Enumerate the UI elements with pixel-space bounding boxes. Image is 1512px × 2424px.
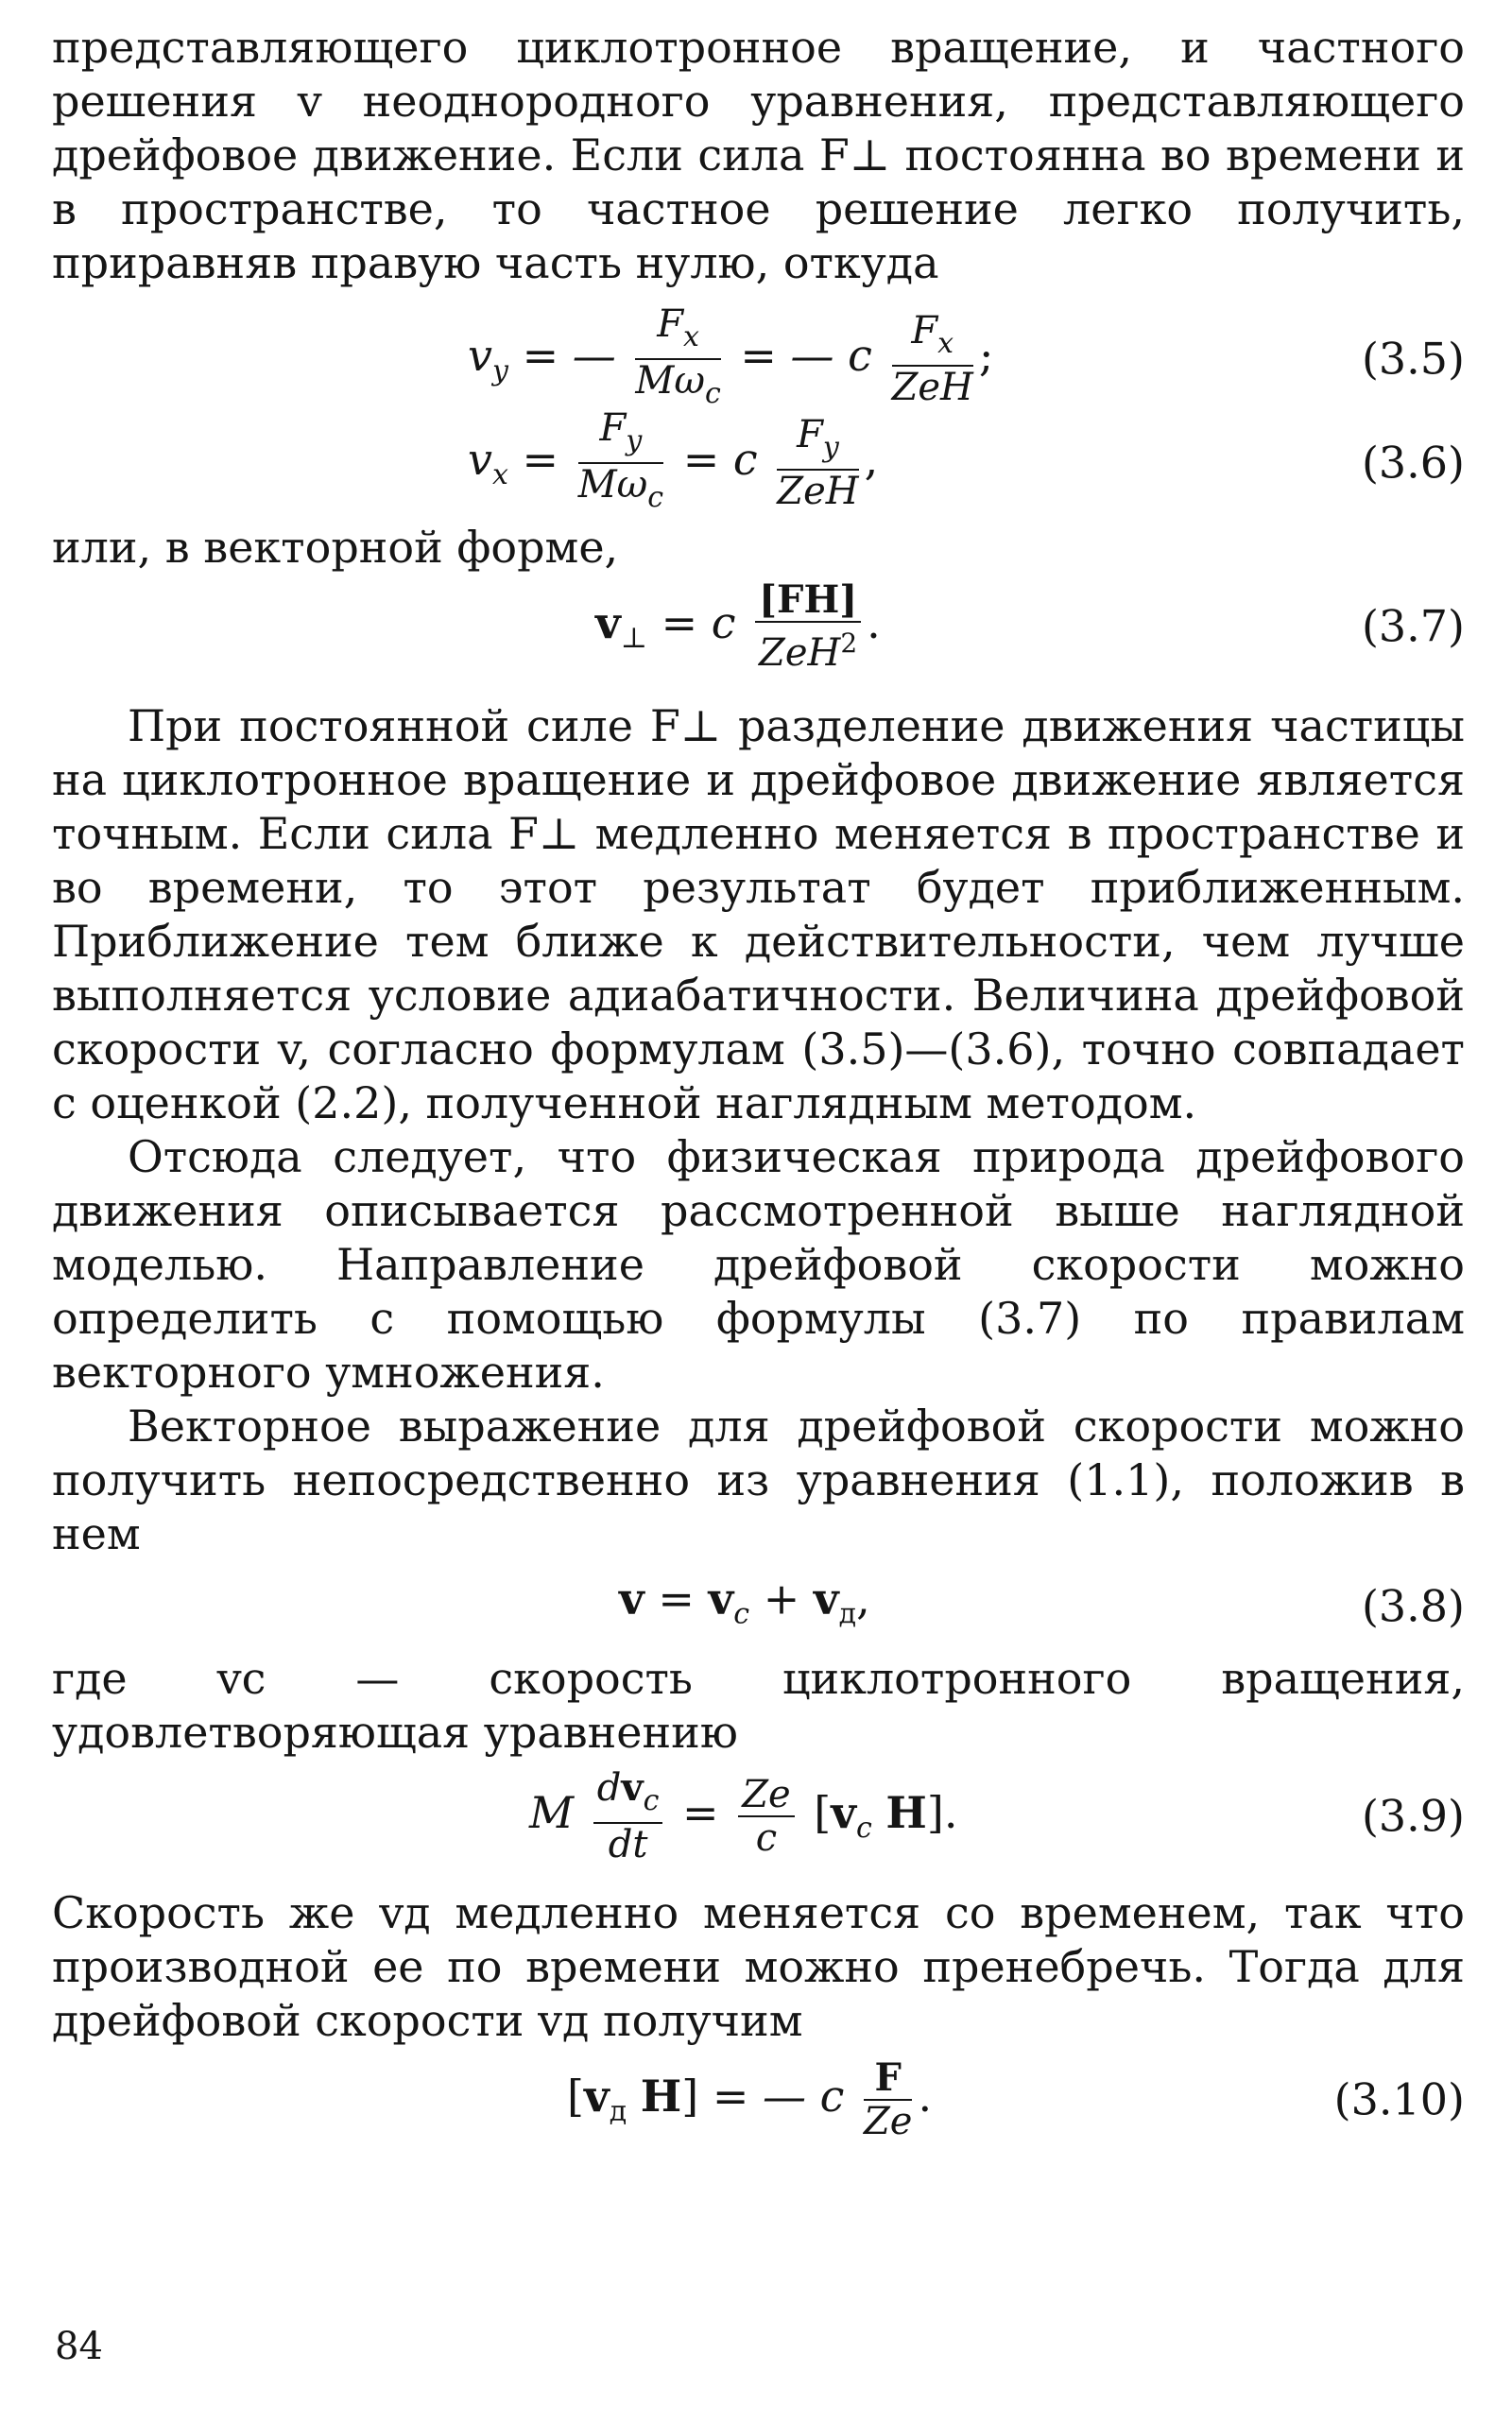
equation-3-7 xyxy=(52,575,1465,679)
equation-3-8-body: $v = v_c + v_д$, xyxy=(619,1573,870,1631)
equation-3-6 xyxy=(52,406,1465,515)
paragraph-6: где vc — скорость циклотронного вращения, удовлетворяющая уравнению xyxy=(52,1653,1465,1758)
equation-3-5-body: $v_y$ = — $\frac{F_x}{M\omega_c}$ = — c $\frac{F_x}{\text{ZeH}}$ ; xyxy=(468,302,994,410)
equation-number: (3.7) xyxy=(1361,600,1465,652)
equation-number: (3.5) xyxy=(1361,333,1465,385)
equation-number: (3.8) xyxy=(1361,1580,1465,1632)
equation-number: (3.10) xyxy=(1333,2073,1465,2125)
page-body xyxy=(52,21,1465,2152)
equation-3-10-body: [$v_д$ H] = — c $\frac{F}{Ze}$ . xyxy=(567,2055,933,2143)
equation-3-7-body: $v_\perp = c$ $\frac{[FH]}{ZeH^2}$ . xyxy=(595,577,881,675)
equation-3-9-body: M $\frac{dv_c}{dt}$ = $\frac{Ze}{c}$ [$v_c$ H]. xyxy=(529,1765,958,1866)
paragraph-7: Скорость же vд медленно меняется со временем, так что производной ее по времени можно пренебречь. Тогда для дрейфовой скорости vд получим xyxy=(52,1887,1465,2046)
equation-3-5 xyxy=(52,302,1465,411)
equation-3-8 xyxy=(52,1561,1465,1652)
equation-3-6-body: $v_x$ = $\frac{F_y}{M\omega_c}$ = c $\frac{F_y}{\text{ZeH}}$ , xyxy=(468,406,879,514)
equation-3-10 xyxy=(52,2048,1465,2152)
page-number: 84 xyxy=(55,2325,103,2368)
paragraph-3: При постоянной силе F⊥ разделение движения частицы на циклотронное вращение и дрейфовое движение является точным. Если сила F⊥ медленно меняется в пространстве и во времени, то этот результат будет приближенным. Приближение тем ближе к действительности, чем лучше выполняется условие адиабатичности. Величина дрейфовой скорости v, согласно формулам (3.5)—(3.6), точно совпадает с оценкой (2.2), полученной наглядным методом. xyxy=(52,700,1465,1128)
equation-number: (3.9) xyxy=(1361,1790,1465,1842)
paragraph-2: или, в векторной форме, xyxy=(52,522,619,573)
equation-number: (3.6) xyxy=(1361,437,1465,489)
equation-3-9 xyxy=(52,1760,1465,1873)
paragraph-1: представляющего циклотронное вращение, и частного решения v неоднородного уравнения, представляющего дрейфовое движение. Если сила F⊥ постоянна во времени и в пространстве, то частное решение легко получить, приравняв правую часть нулю, откуда xyxy=(52,22,1465,288)
paragraph-5: Векторное выражение для дрейфовой скорости можно получить непосредственно из уравнения (1.1), положив в нем xyxy=(52,1401,1465,1559)
paragraph-4: Отсюда следует, что физическая природа дрейфового движения описывается рассмотренной выше наглядной моделью. Направление дрейфовой скорости можно определить с помощью формулы (3.7) по правилам векторного умножения. xyxy=(52,1131,1465,1398)
